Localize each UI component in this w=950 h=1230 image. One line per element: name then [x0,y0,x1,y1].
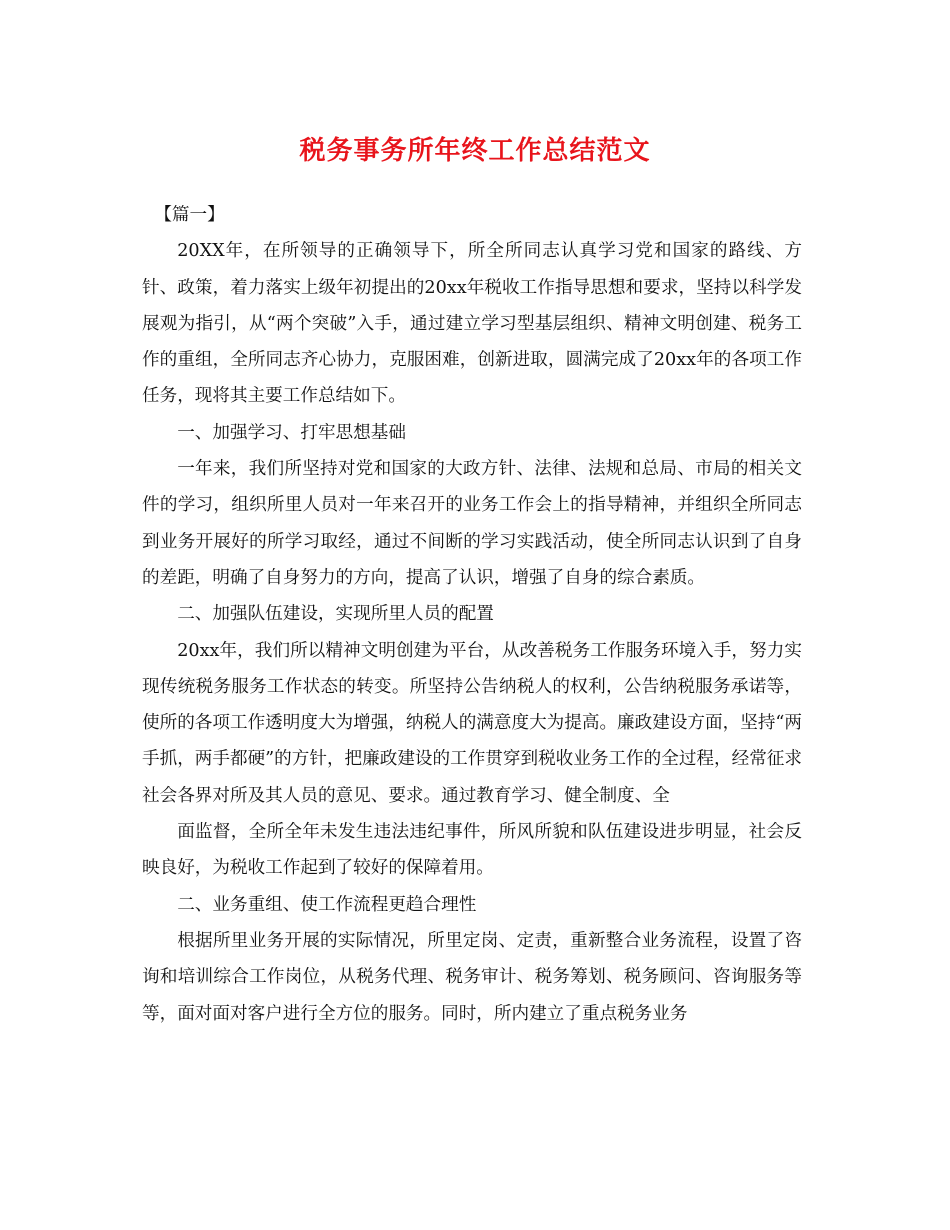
heading-reorg: 二、业务重组、使工作流程更趋合理性 [177,894,477,915]
document-title: 税务事务所年终工作总结范文 [299,136,651,166]
heading-team: 二、加强队伍建设，实现所里人员的配置 [177,604,494,625]
section-label: 【篇一】 [154,205,225,225]
paragraph-team: 20xx年，我们所以精神文明创建为平台，从改善税务工作服务环境入手，努力实现传统税务服务工作状态的转变。所坚持公告纳税人的权利，公告纳税服务承诺等，使所的各项工作透明度大为增强，纳税人的满意度大为提高。廉政建设方面，坚持“两手抓，两手都硬”的方针，把廉政建设的工作贯穿到税收业务工作的全过程，经常征求社会各界对所及其人员的意见、要求。通过教育学习、健全制度、全 [142,640,802,806]
paragraph-intro: 20XX年，在所领导的正确领导下，所全所同志认真学习党和国家的路线、方针、政策，着力落实上级年初提出的20xx年税收工作指导思想和要求，坚持以科学发展观为指引，从“两个突破”入手，通过建立学习型基层组织、精神文明创建、税务工作的重组，全所同志齐心协力，克服困难，创新进取，圆满完成了20xx年的各项工作任务，现将其主要工作总结如下。 [142,241,802,407]
paragraph-reorg: 根据所里业务开展的实际情况，所里定岗、定责，重新整合业务流程，设置了咨询和培训综合工作岗位，从税务代理、税务审计、税务筹划、税务顾问、咨询服务等等，面对面对客户进行全方位的服务。同时，所内建立了重点税务业务 [142,930,802,1024]
paragraph-supervision: 面监督，全所全年未发生违法违纪事件，所风所貌和队伍建设进步明显，社会反映良好，为税收工作起到了较好的保障着用。 [142,822,802,879]
paragraph-study: 一年来，我们所坚持对党和国家的大政方针、法律、法规和总局、市局的相关文件的学习，组织所里人员对一年来召开的业务工作会上的指导精神，并组织全所同志到业务开展好的所学习取经，通过不间断的学习实践活动，使全所同志认识到了自身的差距，明确了自身努力的方向，提高了认识，增强了自身的综合素质。 [142,459,802,588]
heading-study: 一、加强学习、打牢思想基础 [177,422,406,443]
document-body [142,197,802,1032]
